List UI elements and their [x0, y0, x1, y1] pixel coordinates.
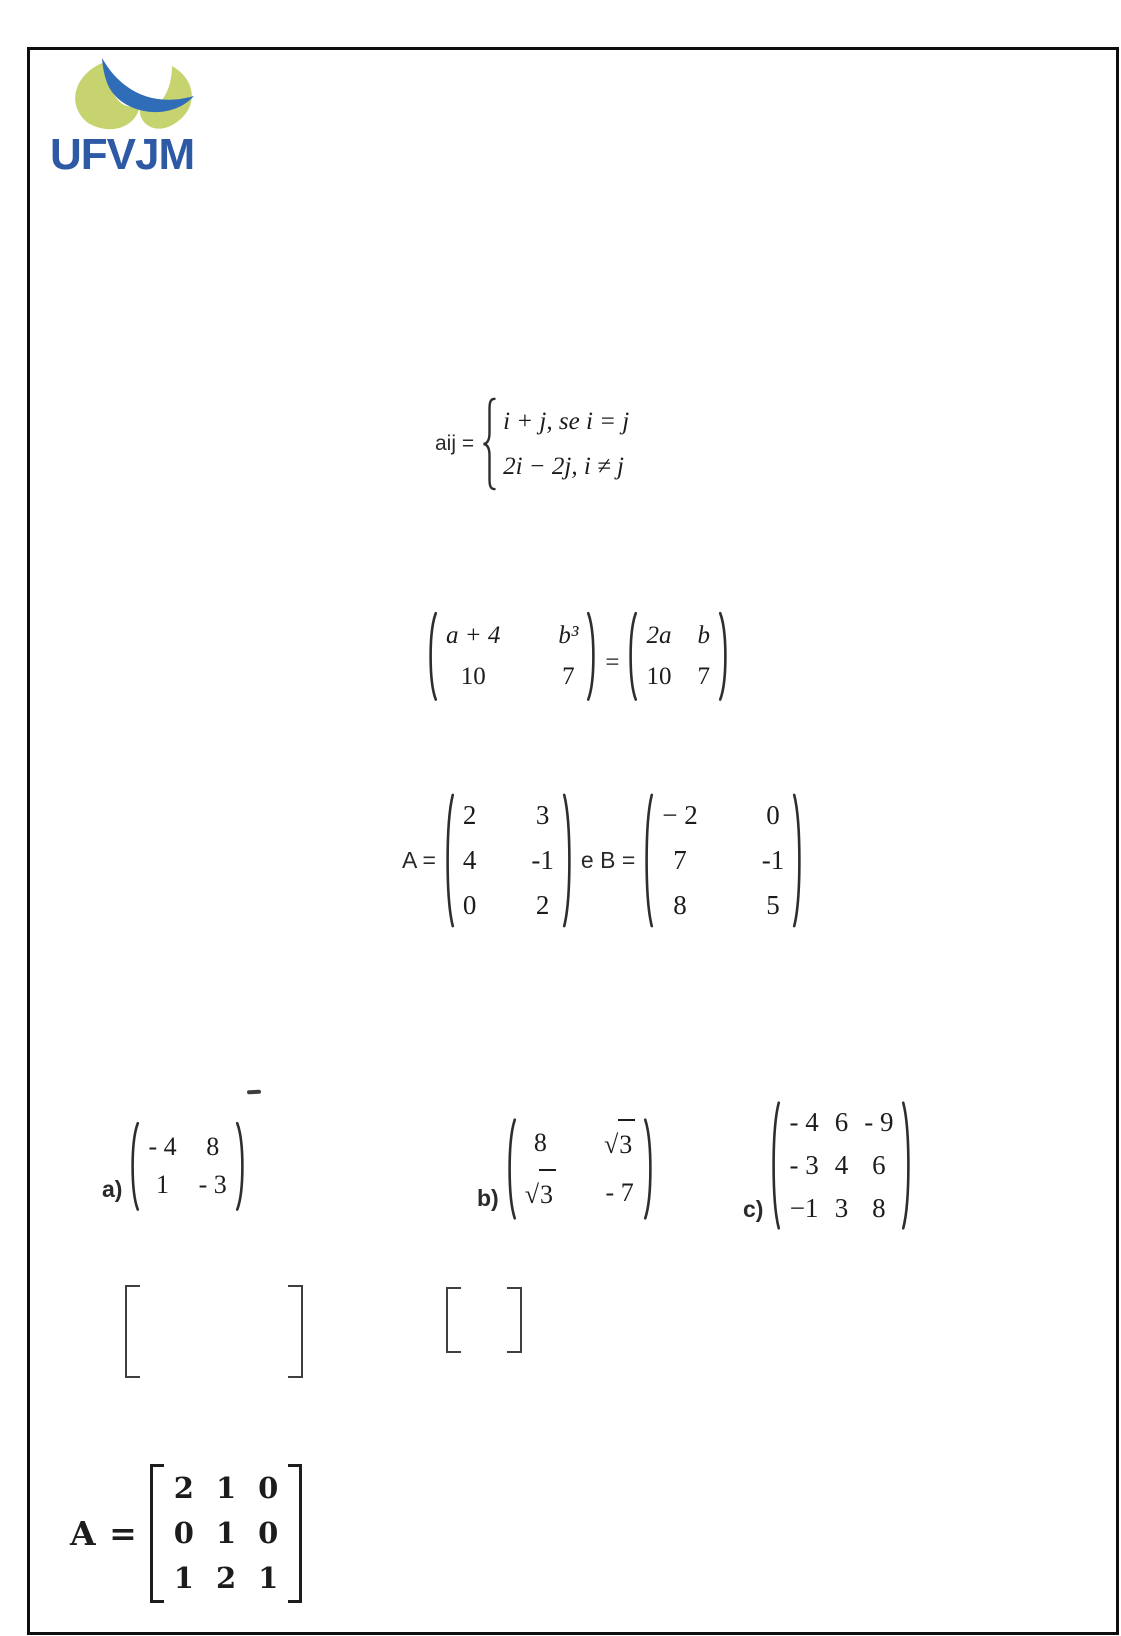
matrix-cell: 1 [173, 1561, 194, 1595]
piecewise-cases [503, 399, 629, 489]
matrix-grid [438, 610, 586, 703]
matrix-cell [525, 1169, 556, 1219]
matrix-cell: 10 [460, 663, 486, 691]
paren-left-bracket [442, 790, 455, 931]
matrices-a-b-definition [402, 790, 805, 931]
matrix-cell: 10 [646, 663, 672, 691]
curly-brace-icon [481, 397, 497, 491]
item-a [102, 1120, 248, 1213]
matrix-grid [638, 610, 718, 703]
piecewise-case-2: 2i − 2j, i ≠ j [503, 453, 624, 480]
matrix-cell: b [697, 622, 710, 650]
ufvjm-logo-text: UFVJM [50, 130, 195, 179]
matrix-cell: - 9 [864, 1107, 894, 1137]
matrix-cell: 8 [872, 1193, 886, 1223]
matrix-grid [654, 790, 792, 931]
matrix-cell: 4 [462, 845, 477, 875]
ufvjm-logo [50, 56, 210, 180]
bottom-matrix-label: A = [70, 1514, 138, 1553]
matrix-cell: 6 [834, 1107, 849, 1137]
paren-left-bracket [504, 1116, 517, 1222]
matrix-cell: 1 [258, 1561, 279, 1595]
piecewise-definition [435, 397, 629, 491]
document-page-border [27, 47, 1119, 1635]
bottom-matrix-a-definition [70, 1464, 302, 1603]
paren-left-bracket [768, 1098, 781, 1233]
item-a-label: a) [102, 1175, 123, 1202]
matrix-cell: 6 [872, 1150, 886, 1180]
paren-right-bracket [901, 1098, 914, 1233]
matrix-cell: - 7 [605, 1178, 634, 1207]
matrix-cell: 8 [673, 890, 687, 920]
matrix-cell: 1 [156, 1170, 170, 1200]
paren-left-bracket [641, 790, 654, 931]
paren-right-bracket [792, 790, 805, 931]
item-a-matrix [127, 1120, 247, 1213]
matrix-grid [781, 1098, 901, 1233]
paren-right-bracket [718, 610, 731, 703]
matrix-cell: b³ [558, 622, 579, 650]
matrix-b-label: e B = [580, 847, 636, 873]
matrix-cell: 0 [462, 890, 477, 920]
equals-sign: = [605, 649, 620, 677]
paren-right-bracket [235, 1120, 248, 1213]
paren-left-bracket [127, 1120, 140, 1213]
paren-left-bracket [425, 610, 438, 703]
empty-bracket-right [507, 1287, 522, 1353]
matrix-cell: 2 [215, 1561, 237, 1595]
matrix-equality-left [425, 610, 599, 703]
matrix-cell: 0 [766, 800, 780, 830]
matrix-grid [164, 1464, 289, 1603]
matrix-cell: -1 [531, 845, 554, 875]
matrix-cell: 4 [834, 1150, 849, 1180]
matrix-cell: - 3 [789, 1150, 819, 1180]
matrix-b [641, 790, 805, 931]
bottom-matrix [150, 1464, 303, 1603]
piecewise-label: aij = [435, 432, 475, 455]
paren-right-bracket [562, 790, 575, 931]
item-c [743, 1098, 914, 1233]
matrix-cell: −1 [789, 1193, 819, 1223]
matrix-cell: 8 [533, 1128, 547, 1157]
paren-right-bracket [586, 610, 599, 703]
matrix-equality-right [625, 610, 731, 703]
item-b [477, 1116, 656, 1222]
matrix-cell: 7 [562, 663, 575, 691]
matrix-cell: - 4 [148, 1132, 177, 1162]
empty-bracket-left [125, 1285, 140, 1378]
matrix-a [442, 790, 575, 931]
matrix-grid [455, 790, 562, 931]
matrix-cell: - 3 [198, 1170, 227, 1200]
item-b-matrix [504, 1116, 657, 1222]
matrix-cell: 2a [646, 622, 672, 650]
radical-sign: √ [524, 1180, 539, 1209]
radical-argument: 3 [539, 1169, 556, 1219]
matrix-cell: 1 [215, 1516, 237, 1550]
matrix-cell: 3 [535, 800, 550, 830]
matrix-cell: 0 [258, 1471, 279, 1505]
paren-left-bracket [625, 610, 638, 703]
square-right-bracket [288, 1464, 302, 1603]
matrix-cell: 8 [206, 1132, 220, 1162]
piecewise-case-1: i + j, se i = j [503, 408, 630, 435]
matrix-cell: 0 [173, 1516, 194, 1550]
matrix-cell: 2 [173, 1471, 194, 1505]
stray-dash-mark [247, 1090, 261, 1094]
empty-bracket-right [288, 1285, 303, 1378]
paren-right-bracket [643, 1116, 656, 1222]
matrix-cell: a + 4 [446, 622, 501, 650]
matrix-cell: - 4 [789, 1107, 819, 1137]
matrix-a-label: A = [402, 847, 436, 873]
matrix-cell: 2 [535, 890, 550, 920]
empty-bracket-pair-2 [446, 1287, 522, 1353]
matrix-grid [517, 1116, 644, 1222]
item-b-label: b) [477, 1185, 499, 1211]
empty-bracket-pair-1 [125, 1285, 303, 1378]
ufvjm-leaf-icon [60, 56, 210, 136]
matrix-cell: 5 [766, 890, 780, 920]
matrix-cell: 7 [697, 663, 710, 691]
square-left-bracket [150, 1464, 164, 1603]
matrix-cell: − 2 [662, 800, 698, 830]
radical-argument: 3 [618, 1119, 635, 1169]
matrix-equality-equation [425, 610, 731, 703]
matrix-cell: -1 [761, 845, 785, 875]
matrix-cell [604, 1119, 635, 1169]
matrix-cell: 7 [673, 845, 687, 875]
matrix-cell: 3 [834, 1193, 849, 1223]
matrix-cell: 0 [258, 1516, 279, 1550]
radical-sign: √ [604, 1130, 619, 1159]
empty-bracket-left [446, 1287, 461, 1353]
matrix-cell: 2 [462, 800, 477, 830]
item-c-matrix [768, 1098, 914, 1233]
item-c-label: c) [743, 1196, 764, 1222]
matrix-cell: 1 [215, 1471, 237, 1505]
matrix-grid [140, 1120, 234, 1213]
